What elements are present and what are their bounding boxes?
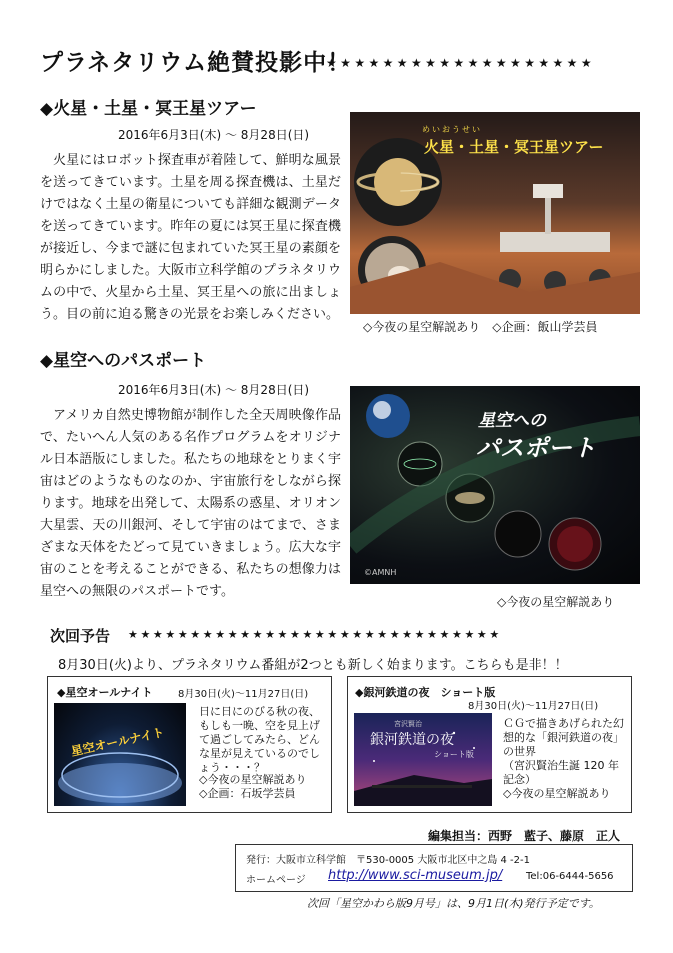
program1-title: ◆火星・土星・冥王星ツアー xyxy=(40,99,257,119)
homepage-link[interactable]: http://www.sci-museum.jp/ xyxy=(328,868,503,883)
card1-description: 日に日にのびる秋の夜、もしも一晩、空を見上げて過ごしてみたら、どんな星が見えているのでしょう・・・？ xyxy=(199,705,320,774)
program1-image-title: 火星・土星・冥王星ツアー xyxy=(424,138,604,156)
program1-date: 2016年6月3日(木) ～ 8月28日(日) xyxy=(118,128,310,142)
program2-title: ◆星空へのパスポート xyxy=(40,351,207,371)
card1-title: ◆星空オールナイト xyxy=(57,686,153,699)
card2-image-main: 銀河鉄道の夜 xyxy=(370,732,454,748)
card-starry-all-night xyxy=(47,676,332,813)
program1-caption: ◇今夜の星空解説あり ◇企画：飯山学芸員 xyxy=(363,320,598,334)
card1-note1: ◇今夜の星空解説あり xyxy=(199,773,307,786)
card2-title: ◆銀河鉄道の夜 ショート版 xyxy=(355,686,496,699)
program2-image-title-2: パスポート xyxy=(476,434,596,462)
footer-note: 次回「星空かわら版9月号」は、9月1日(木)発行予定です。 xyxy=(307,897,600,910)
next-stars: ★★★★★★★★★★★★★★★★★★★★★★★★★★★★★★ xyxy=(128,628,502,641)
homepage-label: ホームページ xyxy=(246,875,306,886)
publisher-line: 発行：大阪市立科学館 〒530-0005 大阪市北区中之島 4 -2-1 xyxy=(246,855,530,866)
program2-caption: ◇今夜の星空解説あり xyxy=(497,595,615,609)
editor-credit: 編集担当：西野 藍子、藤原 正人 xyxy=(428,829,621,843)
card1-date: 8月30日(火)～11月27日(日) xyxy=(178,689,309,700)
program2-image-title-1: 星空への xyxy=(478,411,546,431)
card2-note1: ◇今夜の星空解説あり xyxy=(503,787,611,800)
card2-description: ＣＧで描きあげられた幻想的な「銀河鉄道の夜」の世界 xyxy=(503,717,624,758)
program2-image xyxy=(350,386,640,584)
program2-date: 2016年6月3日(木) ～ 8月28日(日) xyxy=(118,383,310,397)
program2-description: アメリカ自然史博物館が制作した全天周映像作品で、たいへん人気のある名作プログラムをオリジナル日本語版にしました。私たちの地球をとりまく宇宙はどのようなものなのか、宇宙旅行をしながら探ります。地球を出発して、太陽系の惑星、オリオン大星雲、天の川銀河、そして宇宙のはてまで、さまざまな天体をたどって見ていきましょう。広大な宇宙のことを考えることができる、私たちの想像力は星空への無限のパスポートです。 xyxy=(40,408,341,599)
page-title: プラネタリウム絶賛投影中！ xyxy=(40,50,352,76)
card1-image-text: 星空オールナイト xyxy=(69,725,166,759)
program1-image xyxy=(350,112,640,314)
image-ruby: めいおうせい xyxy=(422,125,482,134)
card2-image-small: 宮沢賢治 xyxy=(394,720,422,728)
telephone: Tel:06-6444-5656 xyxy=(526,871,614,882)
image-credit: ©AMNH xyxy=(364,568,397,577)
next-title: 次回予告 xyxy=(50,627,111,645)
program1-description: 火星にはロボット探査車が着陸して、鮮明な風景を送ってきています。土星を周る探査機は、土星だけではなく土星の衛星についても詳細な観測データを送ってきています。昨年の夏には冥王星に探査機が接近し、今まで謎に包まれていた冥王星の素顔を明らかにしました。大阪市立科学館のプラネタリウムの中で、火星から土星、冥王星への旅に出ましょう。目の前に迫る驚きの光景をお楽しみください。 xyxy=(40,153,341,322)
publisher-box xyxy=(235,844,633,892)
title-stars: ★★★★★★★★★★★★★★★★★★★ xyxy=(326,56,595,70)
card2-image-sub: ショート版 xyxy=(434,750,474,759)
card2-date: 8月30日(火)～11月27日(日) xyxy=(468,701,599,712)
card2-image xyxy=(354,713,492,806)
card-night-on-galactic-railroad xyxy=(347,676,632,813)
next-announcement: 8月30日(火)より、プラネタリウム番組が2つとも新しく始まります。こちらも是非！！ xyxy=(58,658,568,673)
card1-note2: ◇企画：石坂学芸員 xyxy=(199,787,296,800)
card2-note-paren: （宮沢賢治生誕 120 年記念） xyxy=(503,759,619,786)
card1-image xyxy=(54,703,186,806)
